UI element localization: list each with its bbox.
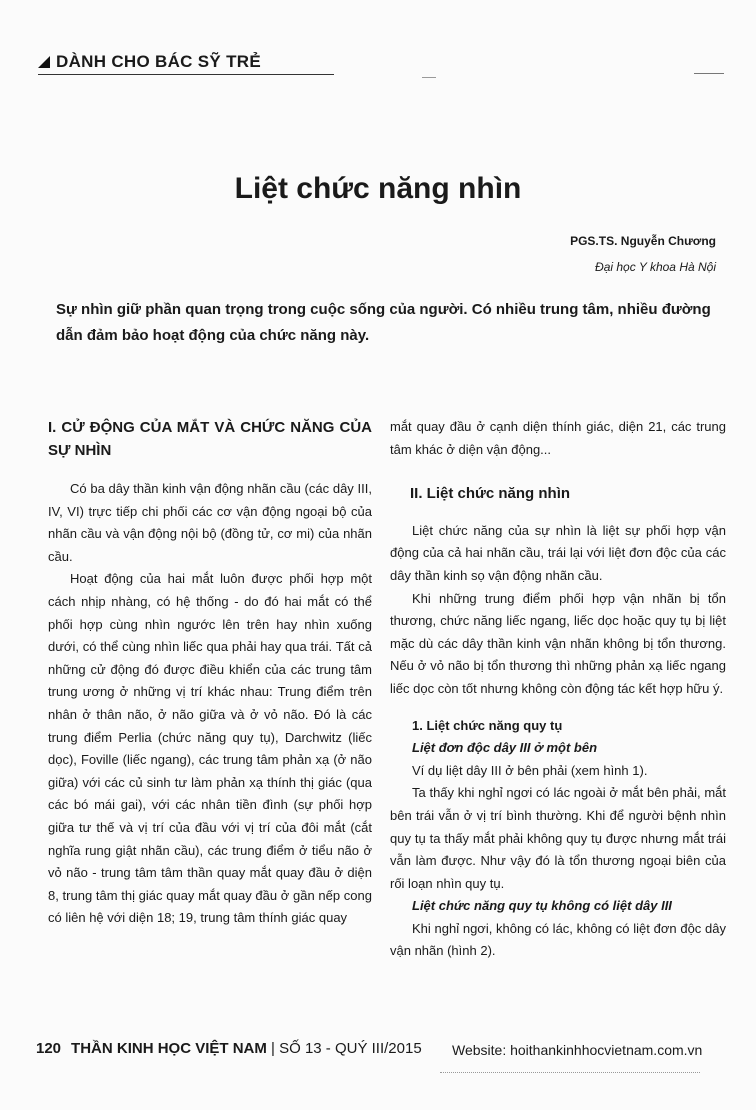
article-title: Liệt chức năng nhìn	[234, 172, 522, 205]
header-rule-right	[694, 73, 724, 74]
section-heading-1: I. CỬ ĐỘNG CỦA MẮT VÀ CHỨC NĂNG CỦA SỰ NHÌN	[48, 419, 372, 459]
header-rule	[38, 74, 334, 75]
separator: |	[271, 1040, 275, 1057]
section-heading-2: II. Liệt chức năng nhìn	[410, 485, 571, 503]
affiliation: Đại học Y khoa Hà Nội	[595, 260, 716, 274]
paragraph: Liệt chức năng của sự nhìn là liệt sự phối hợp vận động của cả hai nhãn cầu, trái lại với liệt đơn độc của các dây thần kinh sọ vận động nhãn cầu.	[390, 522, 726, 583]
triangle-icon	[38, 56, 50, 68]
paragraph: Khi nghỉ ngơi, không có lác, không có liệt đơn độc dây vận nhãn (hình 2).	[390, 920, 726, 959]
paragraph: Ví dụ liệt dây III ở bên phải (xem hình 1).	[412, 762, 648, 778]
section-tag	[38, 52, 261, 72]
author: PGS.TS. Nguyễn Chương	[570, 234, 716, 248]
dotted-rule	[440, 1072, 700, 1074]
footer	[36, 1040, 422, 1057]
paragraph: mắt quay đầu ở cạnh diện thính giác, diện 21, các trung tâm khác ở diện vận động...	[390, 419, 726, 457]
paragraph: Có ba dây thần kinh vận động nhãn cầu (các dây III, IV, VI) trực tiếp chi phối các cơ vận động ngoại bộ của nhãn cầu và vận động nội bộ (đồng tử, cơ mi) của nhãn cầu.	[48, 481, 372, 564]
abstract: Sự nhìn giữ phần quan trọng trong cuộc sống của người. Có nhiều trung tâm, nhiều đường dẫn đảm bảo hoạt động của chức năng này.	[56, 301, 711, 344]
paragraph: Hoạt động của hai mắt luôn được phối hợp một cách nhịp nhàng, có hệ thống - do đó hai mắt có thể phối hợp cùng nhìn ngước lên trên hay nhìn xuống dưới, có thể cùng nhìn liếc qua phải hay qua trái. Tất cả những cử động đó được điều khiển của các trung tâm trung ương ở những vị trí khác nhau: Trung điểm trên nhân ở thân não, ở não giữa và ở vỏ não. Đó là các trung điểm Perlia (chức năng quy tụ), Darchwitz (liếc dọc), Foville (liếc ngang), các trung tâm phản xạ (ở não giữa) với các củ sinh tư làm phản xạ thính thị giác (qua các bó mái gai), với các nhân tiền đình (sự phối hợp giữa tư thế và vị trí của đầu với vị trí của đôi mắt (cắt nghĩa rung giật nhãn cầu), các trung điểm ở tiểu não ở vỏ não - trung tâm tâm thần quay mắt quay đầu ở diện 8, trung tâm thị giác quay mắt quay đầu ở gần nếp cong có liên hệ với diện 18; 19, trung tâm thính giác quay	[48, 571, 372, 926]
issue-label: SỐ 13 - QUÝ III/2015	[279, 1040, 422, 1057]
subheading-1: 1. Liệt chức năng quy tụ	[412, 717, 563, 733]
subheading-1-italic: Liệt đơn độc dây III ở một bên	[412, 740, 598, 756]
website-label: Website: hoithankinhhocvietnam.com.vn	[452, 1042, 703, 1058]
page-number: 120	[36, 1040, 62, 1057]
subheading-2-italic: Liệt chức năng quy tụ không có liệt dây III	[412, 898, 672, 914]
paragraph: Khi những trung điểm phối hợp vận nhãn bị tổn thương, chức năng liếc ngang, liếc dọc hoặc quy tụ bị liệt mặc dù các dây thần kinh vận nhãn không bị tổn thương. Nếu ở vỏ não bị tổn thương thì những phản xạ liếc ngang liếc dọc còn tốt nhưng không còn động tác kết hợp hữu ý.	[390, 590, 726, 696]
paragraph: Ta thấy khi nghỉ ngơi có lác ngoài ở mắt bên phải, mắt bên trái vẫn ở vị trí bình thường. Khi để người bệnh nhìn quy tụ ta thấy mắt phải không quy tụ được nhưng mắt trái vẫn làm được. Như vậy đó là tổn thương ngoại biên của rối loạn nhìn quy tụ.	[390, 785, 726, 891]
header-rule-mark	[422, 77, 436, 78]
section-label: DÀNH CHO BÁC SỸ TRẺ	[56, 52, 261, 71]
right-column	[390, 416, 726, 963]
magazine-name: THẦN KINH HỌC VIỆT NAM	[71, 1040, 267, 1057]
left-column	[48, 416, 372, 930]
